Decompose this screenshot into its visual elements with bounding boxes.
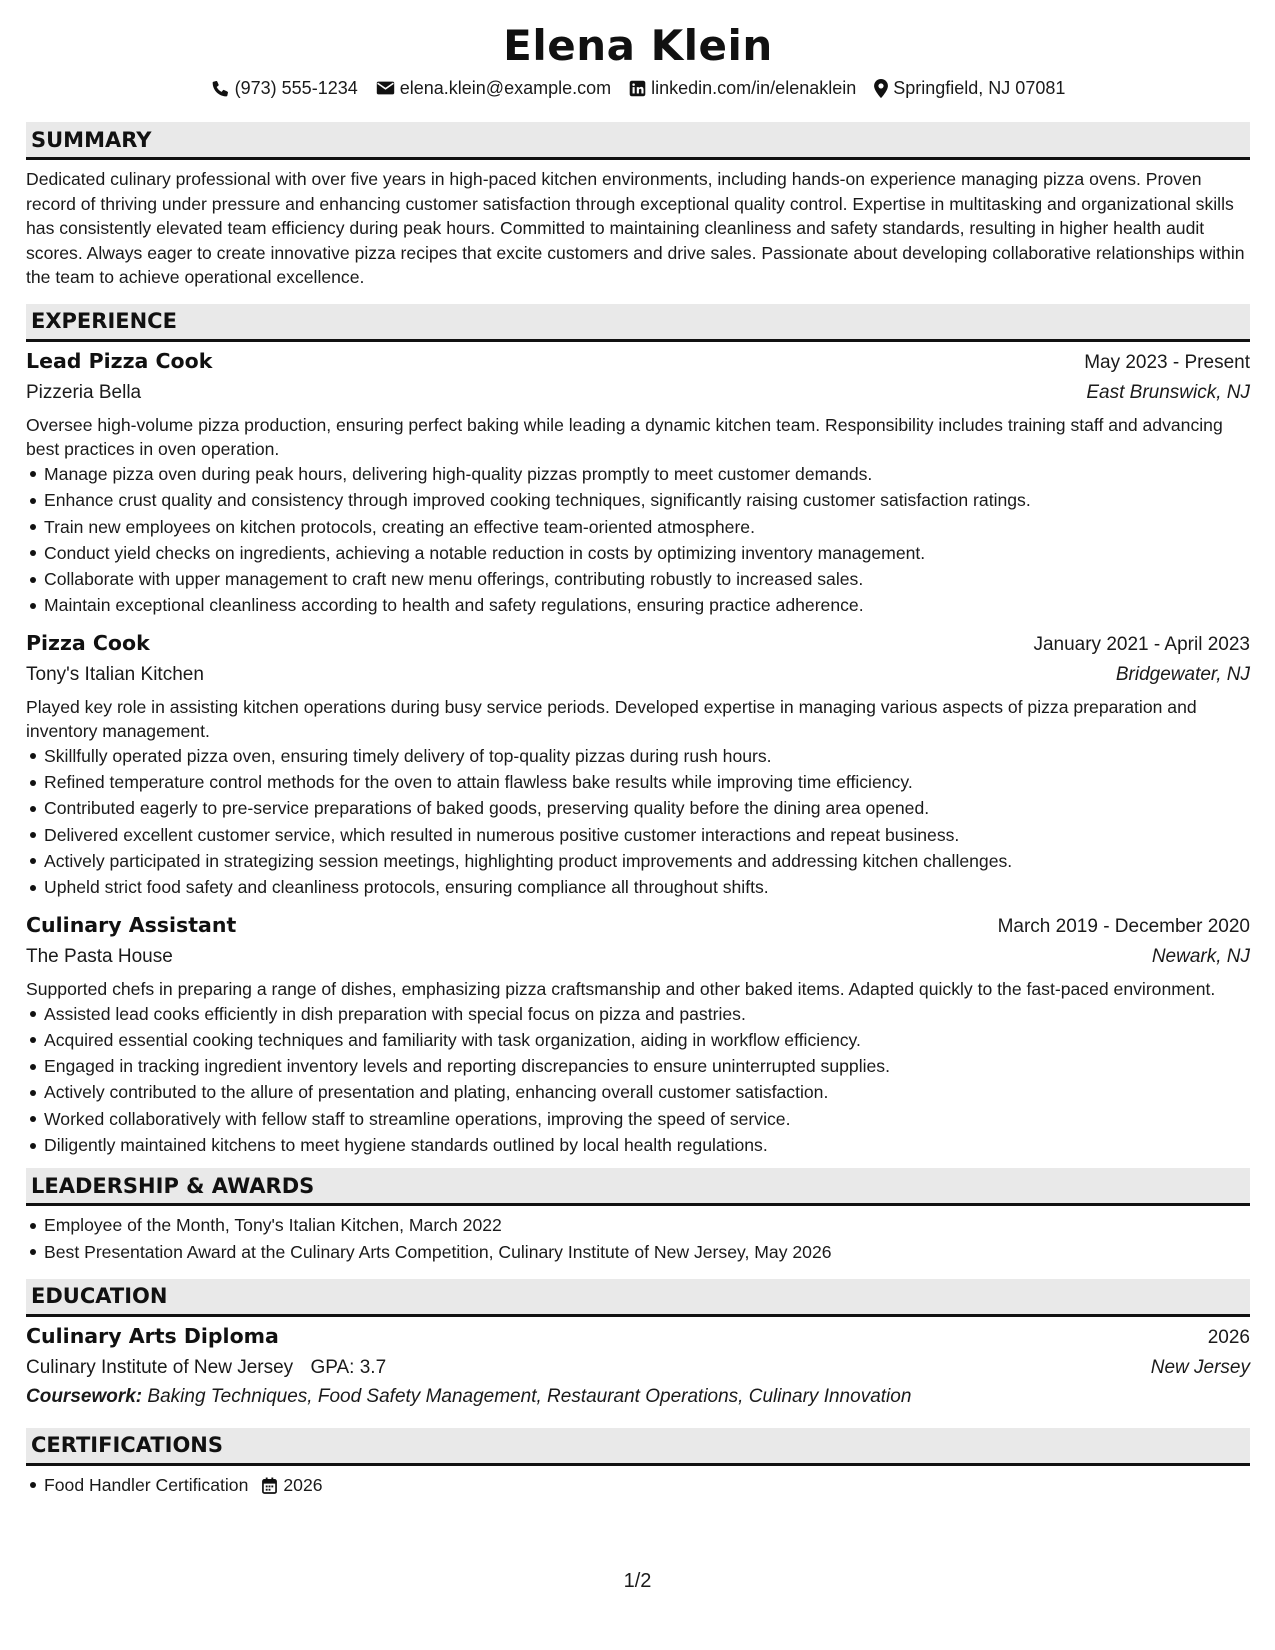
job-bullet: Contributed eagerly to pre-service preparations of baked goods, preserving quality before the dining area opened. [44, 795, 1250, 821]
candidate-name: Elena Klein [503, 21, 773, 70]
education-row [26, 1321, 1250, 1353]
job-date: May 2023 - Present [1084, 351, 1250, 373]
job-subheader [26, 378, 1250, 408]
job-bullet: Collaborate with upper management to craft new menu offerings, contributing robustly to increased sales. [44, 566, 1250, 592]
location-text: Springfield, NJ 07081 [893, 78, 1066, 98]
linkedin-icon [629, 80, 646, 97]
job-bullet: Acquired essential cooking techniques and familiarity with task organization, aiding in workflow efficiency. [44, 1027, 1250, 1053]
job-bullets [26, 1001, 1250, 1159]
section-heading-certifications: CERTIFICATIONS [26, 1428, 1250, 1466]
contact-email[interactable] [376, 75, 611, 101]
certifications-section [26, 1428, 1250, 1498]
job-bullet: Skillfully operated pizza oven, ensuring timely delivery of top-quality pizzas during rush hours. [44, 743, 1250, 769]
job-header [26, 628, 1250, 660]
job-date: January 2021 - April 2023 [1033, 633, 1250, 655]
job-header [26, 346, 1250, 378]
job-bullet: Actively participated in strategizing session meetings, highlighting product improvements and addressing kitchen challenges. [44, 848, 1250, 874]
contact-location [874, 75, 1065, 101]
job-date: March 2019 - December 2020 [997, 915, 1250, 937]
job-bullet: Maintain exceptional cleanliness according to health and safety regulations, ensuring practice adherence. [44, 592, 1250, 618]
coursework-label: Coursework: [26, 1385, 143, 1407]
coursework-list: Baking Techniques, Food Safety Management, Restaurant Operations, Culinary Innovation [147, 1385, 912, 1407]
school-row [26, 1353, 1250, 1382]
envelope-icon [376, 80, 395, 96]
education-section [26, 1279, 1250, 1411]
job-subheader [26, 942, 1250, 972]
job-bullet: Enhance crust quality and consistency through improved cooking techniques, significantly raising customer satisfaction ratings. [44, 487, 1250, 513]
job-bullet: Upheld strict food safety and cleanliness protocols, ensuring compliance all throughout shifts. [44, 874, 1250, 900]
job-bullets [26, 743, 1250, 901]
phone-icon [211, 79, 230, 98]
contact-phone[interactable] [211, 75, 358, 101]
job-title: Pizza Cook [26, 630, 150, 655]
job-entry [26, 346, 1250, 619]
job-bullet: Diligently maintained kitchens to meet hygiene standards outlined by local health regulations. [44, 1132, 1250, 1158]
resume-content [26, 20, 1250, 1498]
job-entry [26, 910, 1250, 1159]
job-bullet: Refined temperature control methods for the oven to attain flawless bake results while improving time efficiency. [44, 769, 1250, 795]
gpa: GPA: 3.7 [310, 1356, 387, 1378]
job-bullet: Train new employees on kitchen protocols, creating an effective team-oriented atmosphere. [44, 514, 1250, 540]
job-location: Newark, NJ [1151, 945, 1250, 967]
job-bullet: Manage pizza oven during peak hours, delivering high-quality pizzas promptly to meet customer demands. [44, 461, 1250, 487]
page-number: 1/2 [623, 1570, 652, 1592]
job-company: Tony's Italian Kitchen [26, 663, 204, 685]
email-text: elena.klein@example.com [399, 78, 612, 98]
school-name: Culinary Institute of New Jersey [26, 1356, 294, 1378]
award-item: Best Presentation Award at the Culinary Arts Competition, Culinary Institute of New Jersey, May 2026 [44, 1239, 1250, 1265]
section-heading-experience: EXPERIENCE [26, 304, 1250, 342]
job-description: Supported chefs in preparing a range of dishes, emphasizing pizza craftsmanship and other baked items. Adapted quickly to the fast-paced environment. [26, 978, 1216, 999]
job-bullet: Delivered excellent customer service, which resulted in numerous positive customer interactions and repeat business. [44, 822, 1250, 848]
calendar-icon [262, 1477, 277, 1494]
certification-year: 2026 [283, 1474, 323, 1495]
award-item: Employee of the Month, Tony's Italian Kitchen, March 2022 [44, 1212, 1250, 1238]
degree-title: Culinary Arts Diploma [26, 1323, 279, 1348]
job-header [26, 910, 1250, 942]
certification-name: Food Handler Certification [44, 1474, 249, 1495]
job-bullet: Actively contributed to the allure of presentation and plating, enhancing overall customer satisfaction. [44, 1079, 1250, 1105]
job-bullet: Assisted lead cooks efficiently in dish preparation with special focus on pizza and pastries. [44, 1001, 1250, 1027]
job-location: East Brunswick, NJ [1086, 381, 1250, 403]
job-company: Pizzeria Bella [26, 381, 142, 403]
phone-text: (973) 555-1234 [234, 78, 358, 98]
job-bullets [26, 461, 1250, 619]
job-title: Lead Pizza Cook [26, 348, 213, 373]
job-description: Oversee high-volume pizza production, ensuring perfect baking while leading a dynamic kitchen team. Responsibility includes training staff and advancing best practices in oven operation. [26, 414, 1223, 459]
summary-text: Dedicated culinary professional with over five years in high-paced kitchen environments, including hands-on experience managing pizza ovens. Proven record of thriving under pressure and enhancing customer satisfaction through exceptional quality control. Expertise in multitasking and organizational skills has consistently elevated team efficiency during peak hours. Committed to maintaining cleanliness and safety standards, resulting in higher health audit scores. Always eager to create innovative pizza recipes that excite customers and drive sales. Passionate about developing collaborative relationships within the team to achieve operational excellence. [26, 169, 1245, 288]
job-title: Culinary Assistant [26, 912, 237, 937]
section-heading-education: EDUCATION [26, 1279, 1250, 1317]
job-location: Bridgewater, NJ [1115, 663, 1250, 685]
coursework [26, 1382, 1250, 1411]
job-entry [26, 628, 1250, 901]
certifications-list [26, 1472, 1250, 1498]
job-company: The Pasta House [26, 945, 173, 967]
job-bullet: Conduct yield checks on ingredients, achieving a notable reduction in costs by optimizing inventory management. [44, 540, 1250, 566]
job-bullet: Engaged in tracking ingredient inventory levels and reporting discrepancies to ensure uninterrupted supplies. [44, 1053, 1250, 1079]
certification-item [44, 1472, 1250, 1498]
linkedin-text: linkedin.com/in/elenaklein [651, 78, 857, 98]
section-heading-awards: LEADERSHIP & AWARDS [26, 1168, 1250, 1206]
job-description: Played key role in assisting kitchen operations during busy service periods. Developed expertise in managing various aspects of pizza preparation and inventory management. [26, 696, 1197, 741]
contact-bar [26, 75, 1250, 101]
summary-section [26, 122, 1250, 290]
job-subheader [26, 660, 1250, 690]
job-list [26, 346, 1250, 1158]
degree-year: 2026 [1207, 1326, 1250, 1348]
awards-list [26, 1212, 1250, 1265]
job-bullet: Worked collaboratively with fellow staff to streamline operations, improving the speed of service. [44, 1106, 1250, 1132]
experience-section [26, 304, 1250, 1158]
school-location: New Jersey [1150, 1356, 1250, 1378]
section-heading-summary: SUMMARY [26, 122, 1250, 160]
map-pin-icon [874, 79, 888, 98]
contact-linkedin[interactable] [629, 75, 856, 101]
awards-section [26, 1168, 1250, 1265]
